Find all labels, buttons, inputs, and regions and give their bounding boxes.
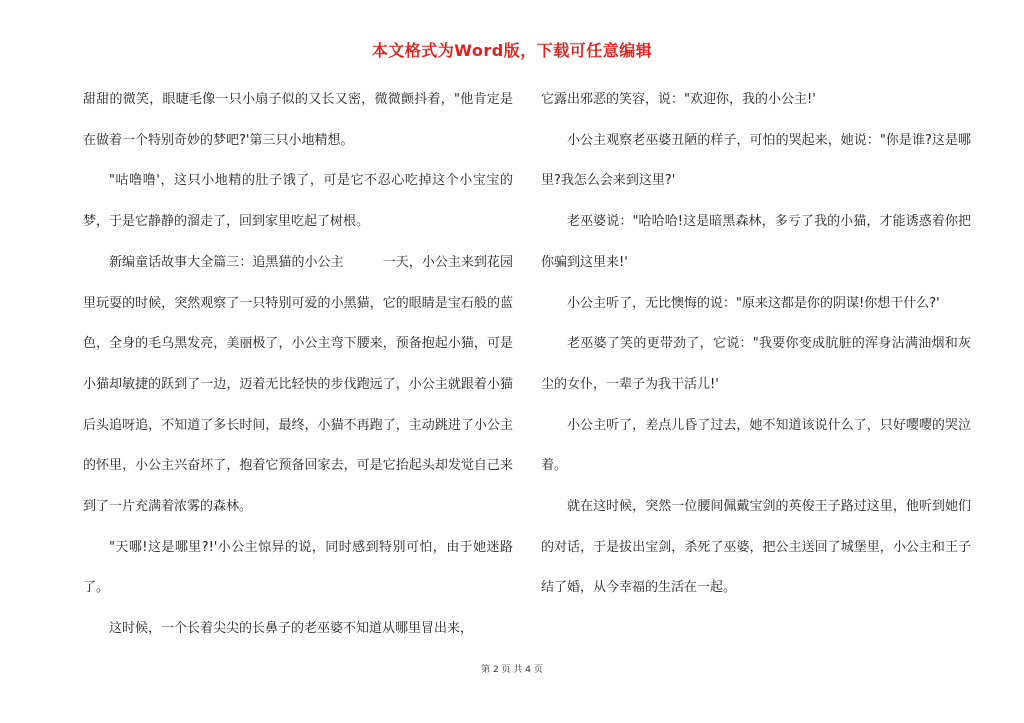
paragraph: 小公主观察老巫婆丑陋的样子，可怕的哭起来，她说："你是谁?这是哪里?我怎么会来到这里?' — [541, 132, 971, 189]
paragraph: 新编童话故事大全篇三：追黑猫的小公主 一天，小公主来到花园里玩耍的时候，突然观察了一只特别可爱的小黑猫，它的眼睛是宝石般的蓝色，全身的毛乌黑发亮，美丽极了，小公主弯下腰来，预备抱起小猫，可是小猫却敏捷的跃到了一边，迈着无比轻快的步伐跑远了，小公主就跟着小猫后头追呀追，不知道了多长时间，最终，小猫不再跑了，主动跳进了小公主的怀里，小公主兴奋坏了，抱着它预备回家去，可是它抬起头却发觉自己来到了一片充满着浓雾的森林。 — [83, 254, 513, 515]
paragraph: 它露出邪恶的笑容，说："欢迎你，我的小公主!' — [541, 92, 816, 107]
page-number: 第 2 页 共 4 页 — [481, 665, 543, 675]
paragraph: 老巫婆了笑的更带劲了，它说："我要你变成肮脏的浑身沾满油烟和灰尘的女仆，一辈子为我干活儿!' — [541, 336, 971, 392]
paragraph: 小公主听了，无比懊悔的说："原来这都是你的阴谋!你想干什么?' — [567, 295, 940, 311]
document-header-title: 本文格式为Word版，下载可任意编辑 — [371, 41, 653, 60]
paragraph: 小公主听了，差点儿昏了过去，她不知道该说什么了，只好嘤嘤的哭泣着。 — [541, 417, 971, 474]
paragraph: 就在这时候，突然一位腰间佩戴宝剑的英俊王子路过这里，他听到她们的对话，于是拔出宝剑，杀死了巫婆，把公主送回了城堡里，小公主和王子结了婚，从今幸福的生活在一起。 — [541, 499, 971, 596]
paragraph: 甜甜的微笑，眼睫毛像一只小扇子似的又长又密，微微颤抖着，"他肯定是在做着一个特别奇妙的梦吧?'第三只小地精想。 — [83, 92, 513, 148]
paragraph: 老巫婆说："哈哈哈!这是暗黑森林，多亏了我的小猫，才能诱惑着你把你骗到这里来!' — [541, 214, 971, 270]
paragraph: "天哪!这是哪里?!'小公主惊异的说，同时感到特别可怕，由于她迷路了。 — [83, 539, 513, 596]
left-text-column — [83, 80, 513, 650]
paragraph: 这时候，一个长着尖尖的长鼻子的老巫婆不知道从哪里冒出来， — [109, 621, 474, 637]
right-text-column — [541, 80, 971, 609]
paragraph: "咕噜噜'，这只小地精的肚子饿了，可是它不忍心吃掉这个小宝宝的梦，于是它静静的溜走了，回到家里吃起了树根。 — [83, 173, 513, 230]
